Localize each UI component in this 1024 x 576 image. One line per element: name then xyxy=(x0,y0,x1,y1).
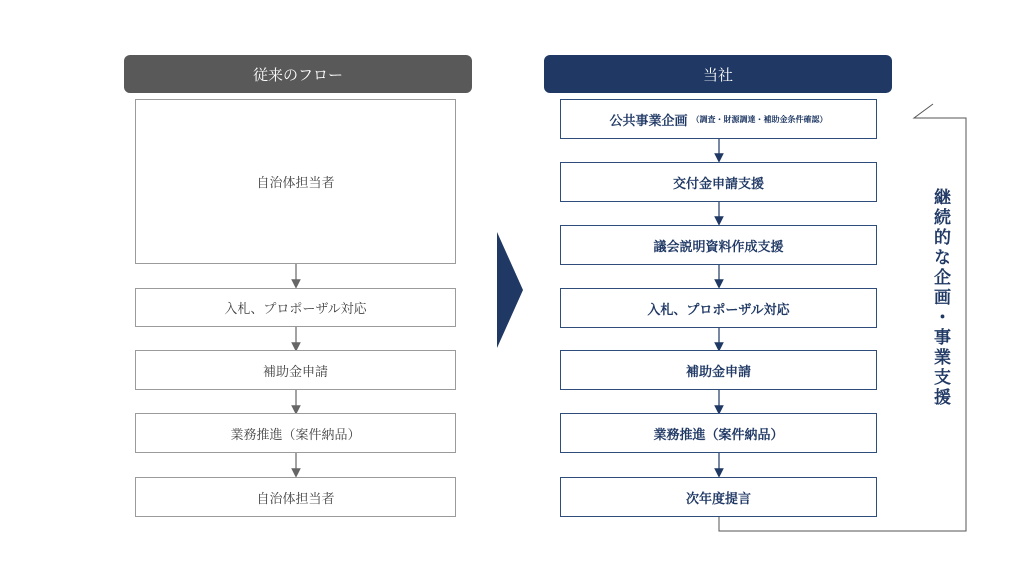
right-step-subsidy-application: 補助金申請 xyxy=(560,350,877,390)
left-step-municipal-officer-bottom: 自治体担当者 xyxy=(135,477,456,517)
chevron-right-icon xyxy=(497,232,523,348)
continuous-support-label: 継続的な企画・事業支援 xyxy=(930,188,950,408)
right-step-grant-application-support: 交付金申請支援 xyxy=(560,162,877,202)
right-step-label: 公共事業企画 xyxy=(609,113,688,129)
left-step-subsidy-application: 補助金申請 xyxy=(135,350,456,390)
right-step-council-materials-support: 議会説明資料作成支援 xyxy=(560,225,877,265)
right-step-project-delivery: 業務推進（案件納品） xyxy=(560,413,877,453)
left-step-bidding: 入札、プロポーザル対応 xyxy=(135,288,456,327)
left-step-project-delivery: 業務推進（案件納品） xyxy=(135,413,456,453)
right-step-public-project-planning xyxy=(560,99,877,139)
company-flow-header: 当社 xyxy=(544,55,892,93)
conventional-flow-header: 従来のフロー xyxy=(124,55,472,93)
right-step-bidding: 入札、プロポーザル対応 xyxy=(560,288,877,328)
right-step-next-year-proposal: 次年度提言 xyxy=(560,477,877,517)
left-step-municipal-officer-top: 自治体担当者 xyxy=(135,99,456,264)
right-step-sub: （調査・財源調達・補助金条件確認） xyxy=(691,114,828,124)
